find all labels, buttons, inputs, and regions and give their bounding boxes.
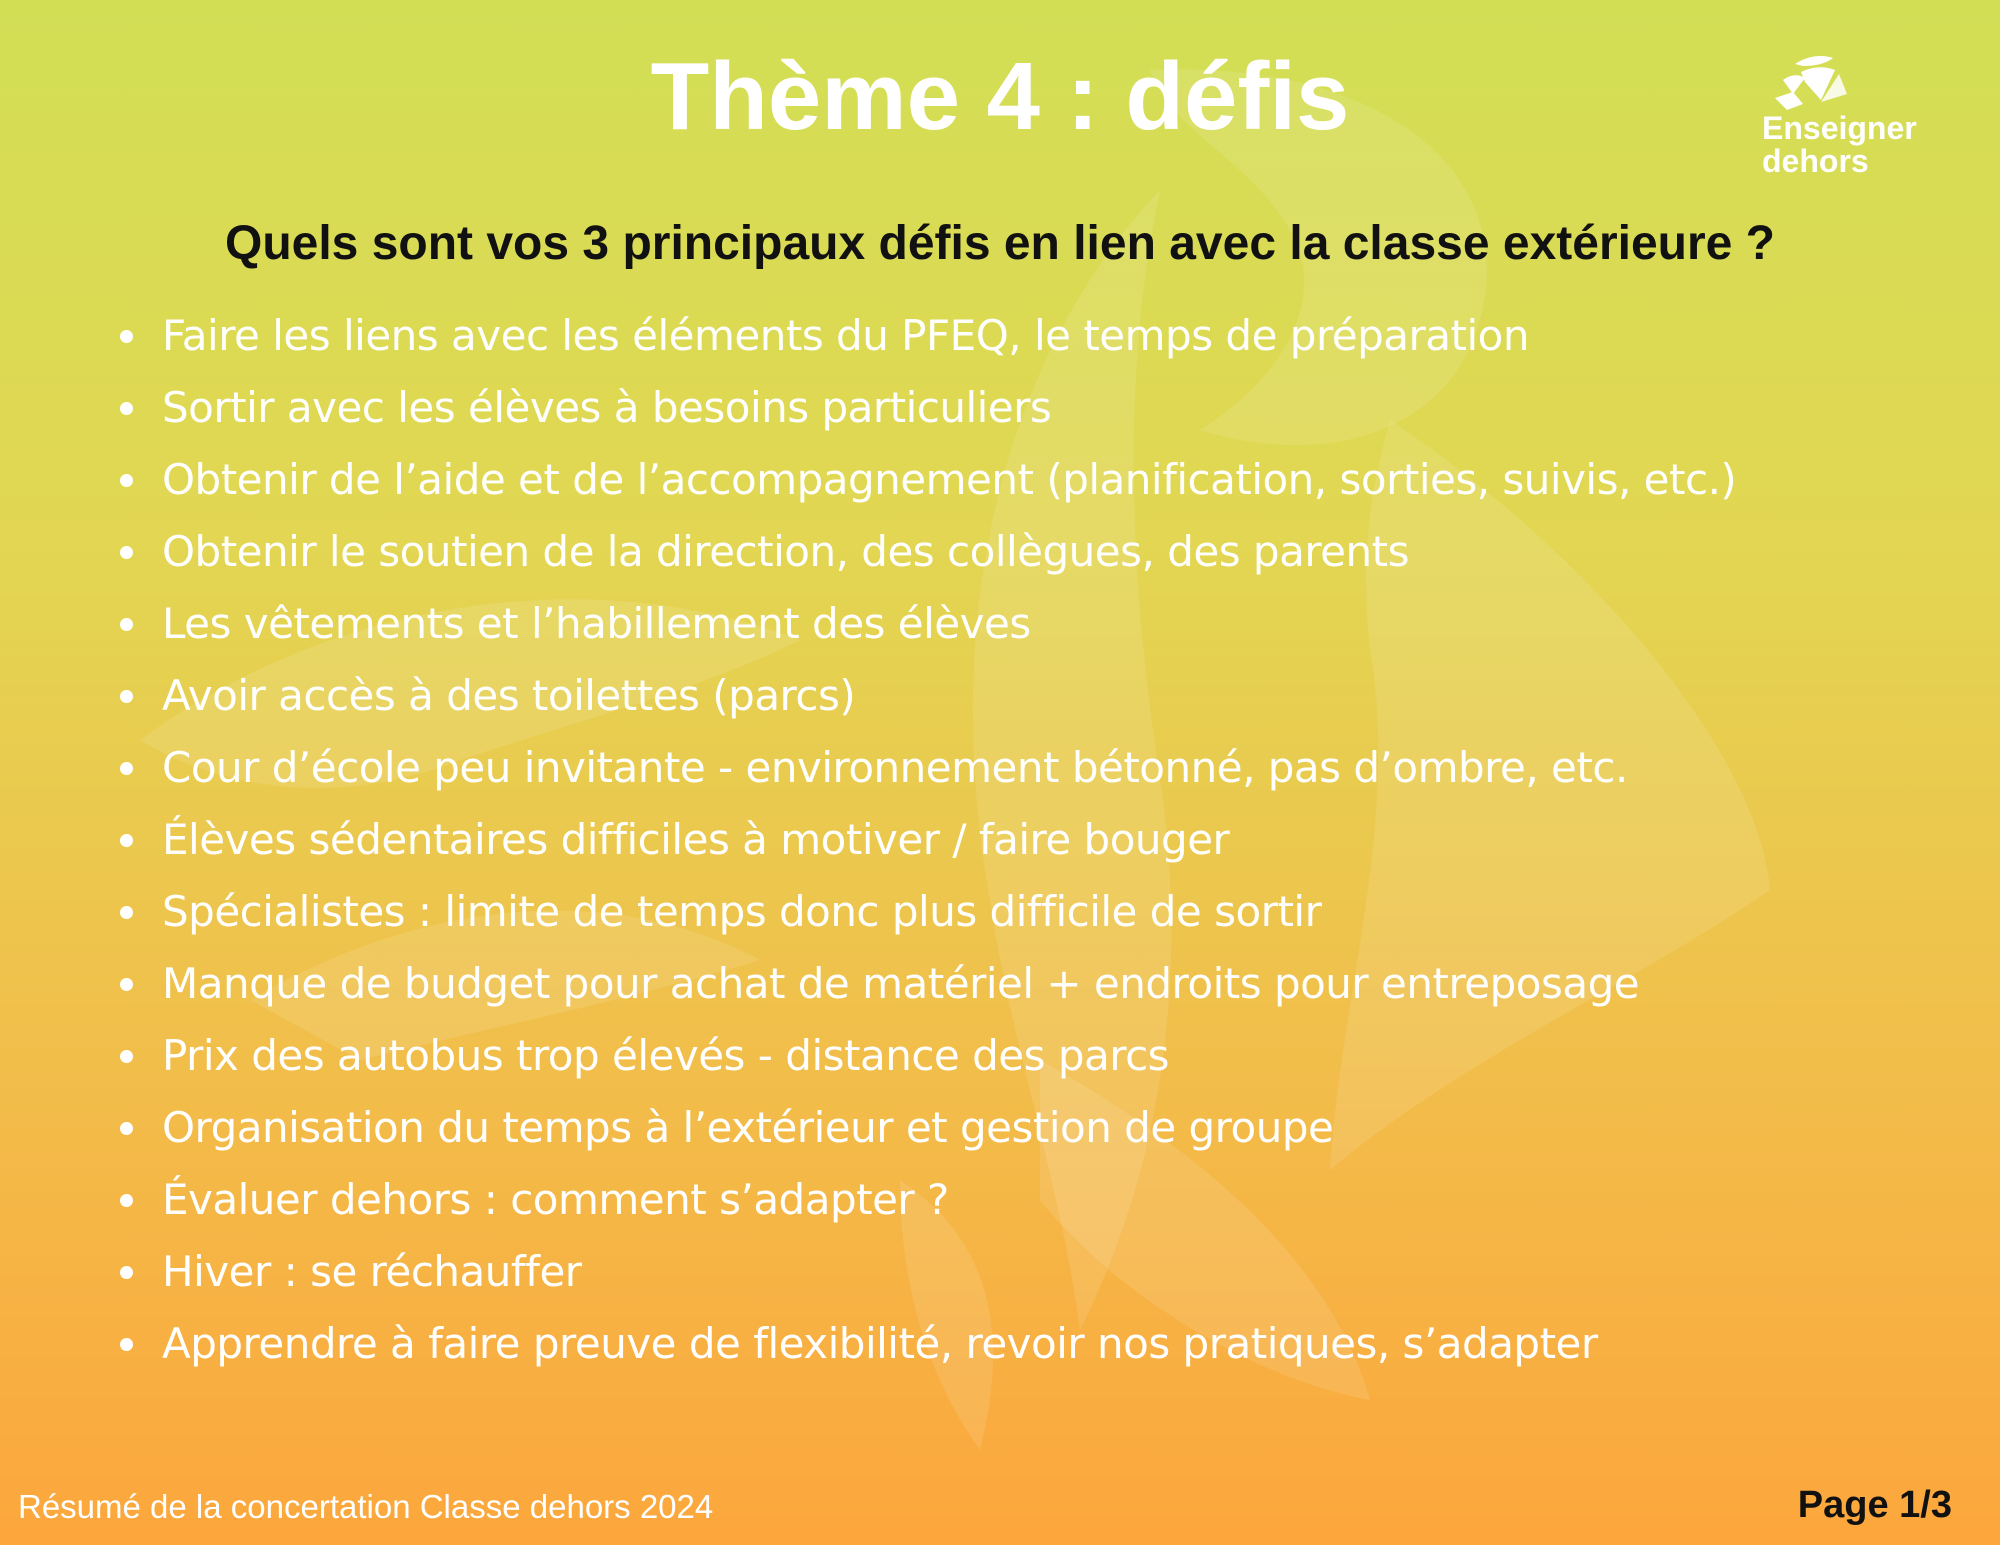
list-item-text: Cour d’école peu invitante - environnement bétonné, pas d’ombre, etc. — [162, 743, 1628, 792]
bullet-icon — [120, 834, 133, 847]
list-item — [118, 1308, 1736, 1380]
list-item — [118, 1164, 1736, 1236]
list-item-text: Hiver : se réchauffer — [162, 1247, 582, 1296]
bullet-icon — [120, 978, 133, 991]
list-item — [118, 660, 1736, 732]
list-item-text: Avoir accès à des toilettes (parcs) — [162, 671, 856, 720]
list-item-text: Obtenir le soutien de la direction, des collègues, des parents — [162, 527, 1409, 576]
list-item-text: Évaluer dehors : comment s’adapter ? — [162, 1175, 949, 1224]
list-item — [118, 1020, 1736, 1092]
page-number: Page 1/3 — [1797, 1484, 1952, 1526]
list-item-text: Apprendre à faire preuve de flexibilité, revoir nos pratiques, s’adapter — [162, 1319, 1598, 1368]
logo-text: Enseigner dehors — [1762, 110, 1917, 179]
list-item-text: Sortir avec les élèves à besoins particuliers — [162, 383, 1052, 432]
list-item-text: Spécialistes : limite de temps donc plus difficile de sortir — [162, 887, 1322, 936]
bullet-icon — [120, 330, 133, 343]
list-item — [118, 948, 1736, 1020]
list-item — [118, 516, 1736, 588]
bullet-icon — [120, 546, 133, 559]
main-question: Quels sont vos 3 principaux défis en lien avec la classe extérieure ? — [224, 217, 1775, 270]
bullet-icon — [120, 474, 133, 487]
bullet-icon — [120, 1338, 133, 1351]
list-item — [118, 876, 1736, 948]
bullet-icon — [120, 1266, 133, 1279]
enseigner-dehors-logo — [1755, 52, 1945, 192]
bullet-icon — [120, 1050, 133, 1063]
list-item — [118, 1092, 1736, 1164]
list-item — [118, 372, 1736, 444]
list-item-text: Les vêtements et l’habillement des élèves — [162, 599, 1031, 648]
list-item-text: Élèves sédentaires difficiles à motiver / faire bouger — [162, 815, 1230, 864]
bullet-icon — [120, 1194, 133, 1207]
list-item — [118, 804, 1736, 876]
list-item-text: Faire les liens avec les éléments du PFEQ, le temps de préparation — [162, 311, 1529, 360]
footer-source: Résumé de la concertation Classe dehors 2024 — [18, 1488, 714, 1525]
list-item-text: Manque de budget pour achat de matériel + endroits pour entreposage — [162, 959, 1640, 1008]
list-item-text: Organisation du temps à l’extérieur et gestion de groupe — [162, 1103, 1334, 1152]
page-title: Thème 4 : défis — [650, 43, 1350, 150]
list-item-text: Obtenir de l’aide et de l’accompagnement (planification, sorties, suivis, etc.) — [162, 455, 1737, 504]
bullet-icon — [120, 690, 133, 703]
bullet-icon — [120, 906, 133, 919]
challenges-list — [118, 300, 1736, 1380]
bullet-icon — [120, 402, 133, 415]
list-item-text: Prix des autobus trop élevés - distance des parcs — [162, 1031, 1170, 1080]
list-item — [118, 300, 1736, 372]
list-item — [118, 444, 1736, 516]
list-item — [118, 732, 1736, 804]
bullet-icon — [120, 618, 133, 631]
bullet-icon — [120, 1122, 133, 1135]
list-item — [118, 1236, 1736, 1308]
list-item — [118, 588, 1736, 660]
bullet-icon — [120, 762, 133, 775]
